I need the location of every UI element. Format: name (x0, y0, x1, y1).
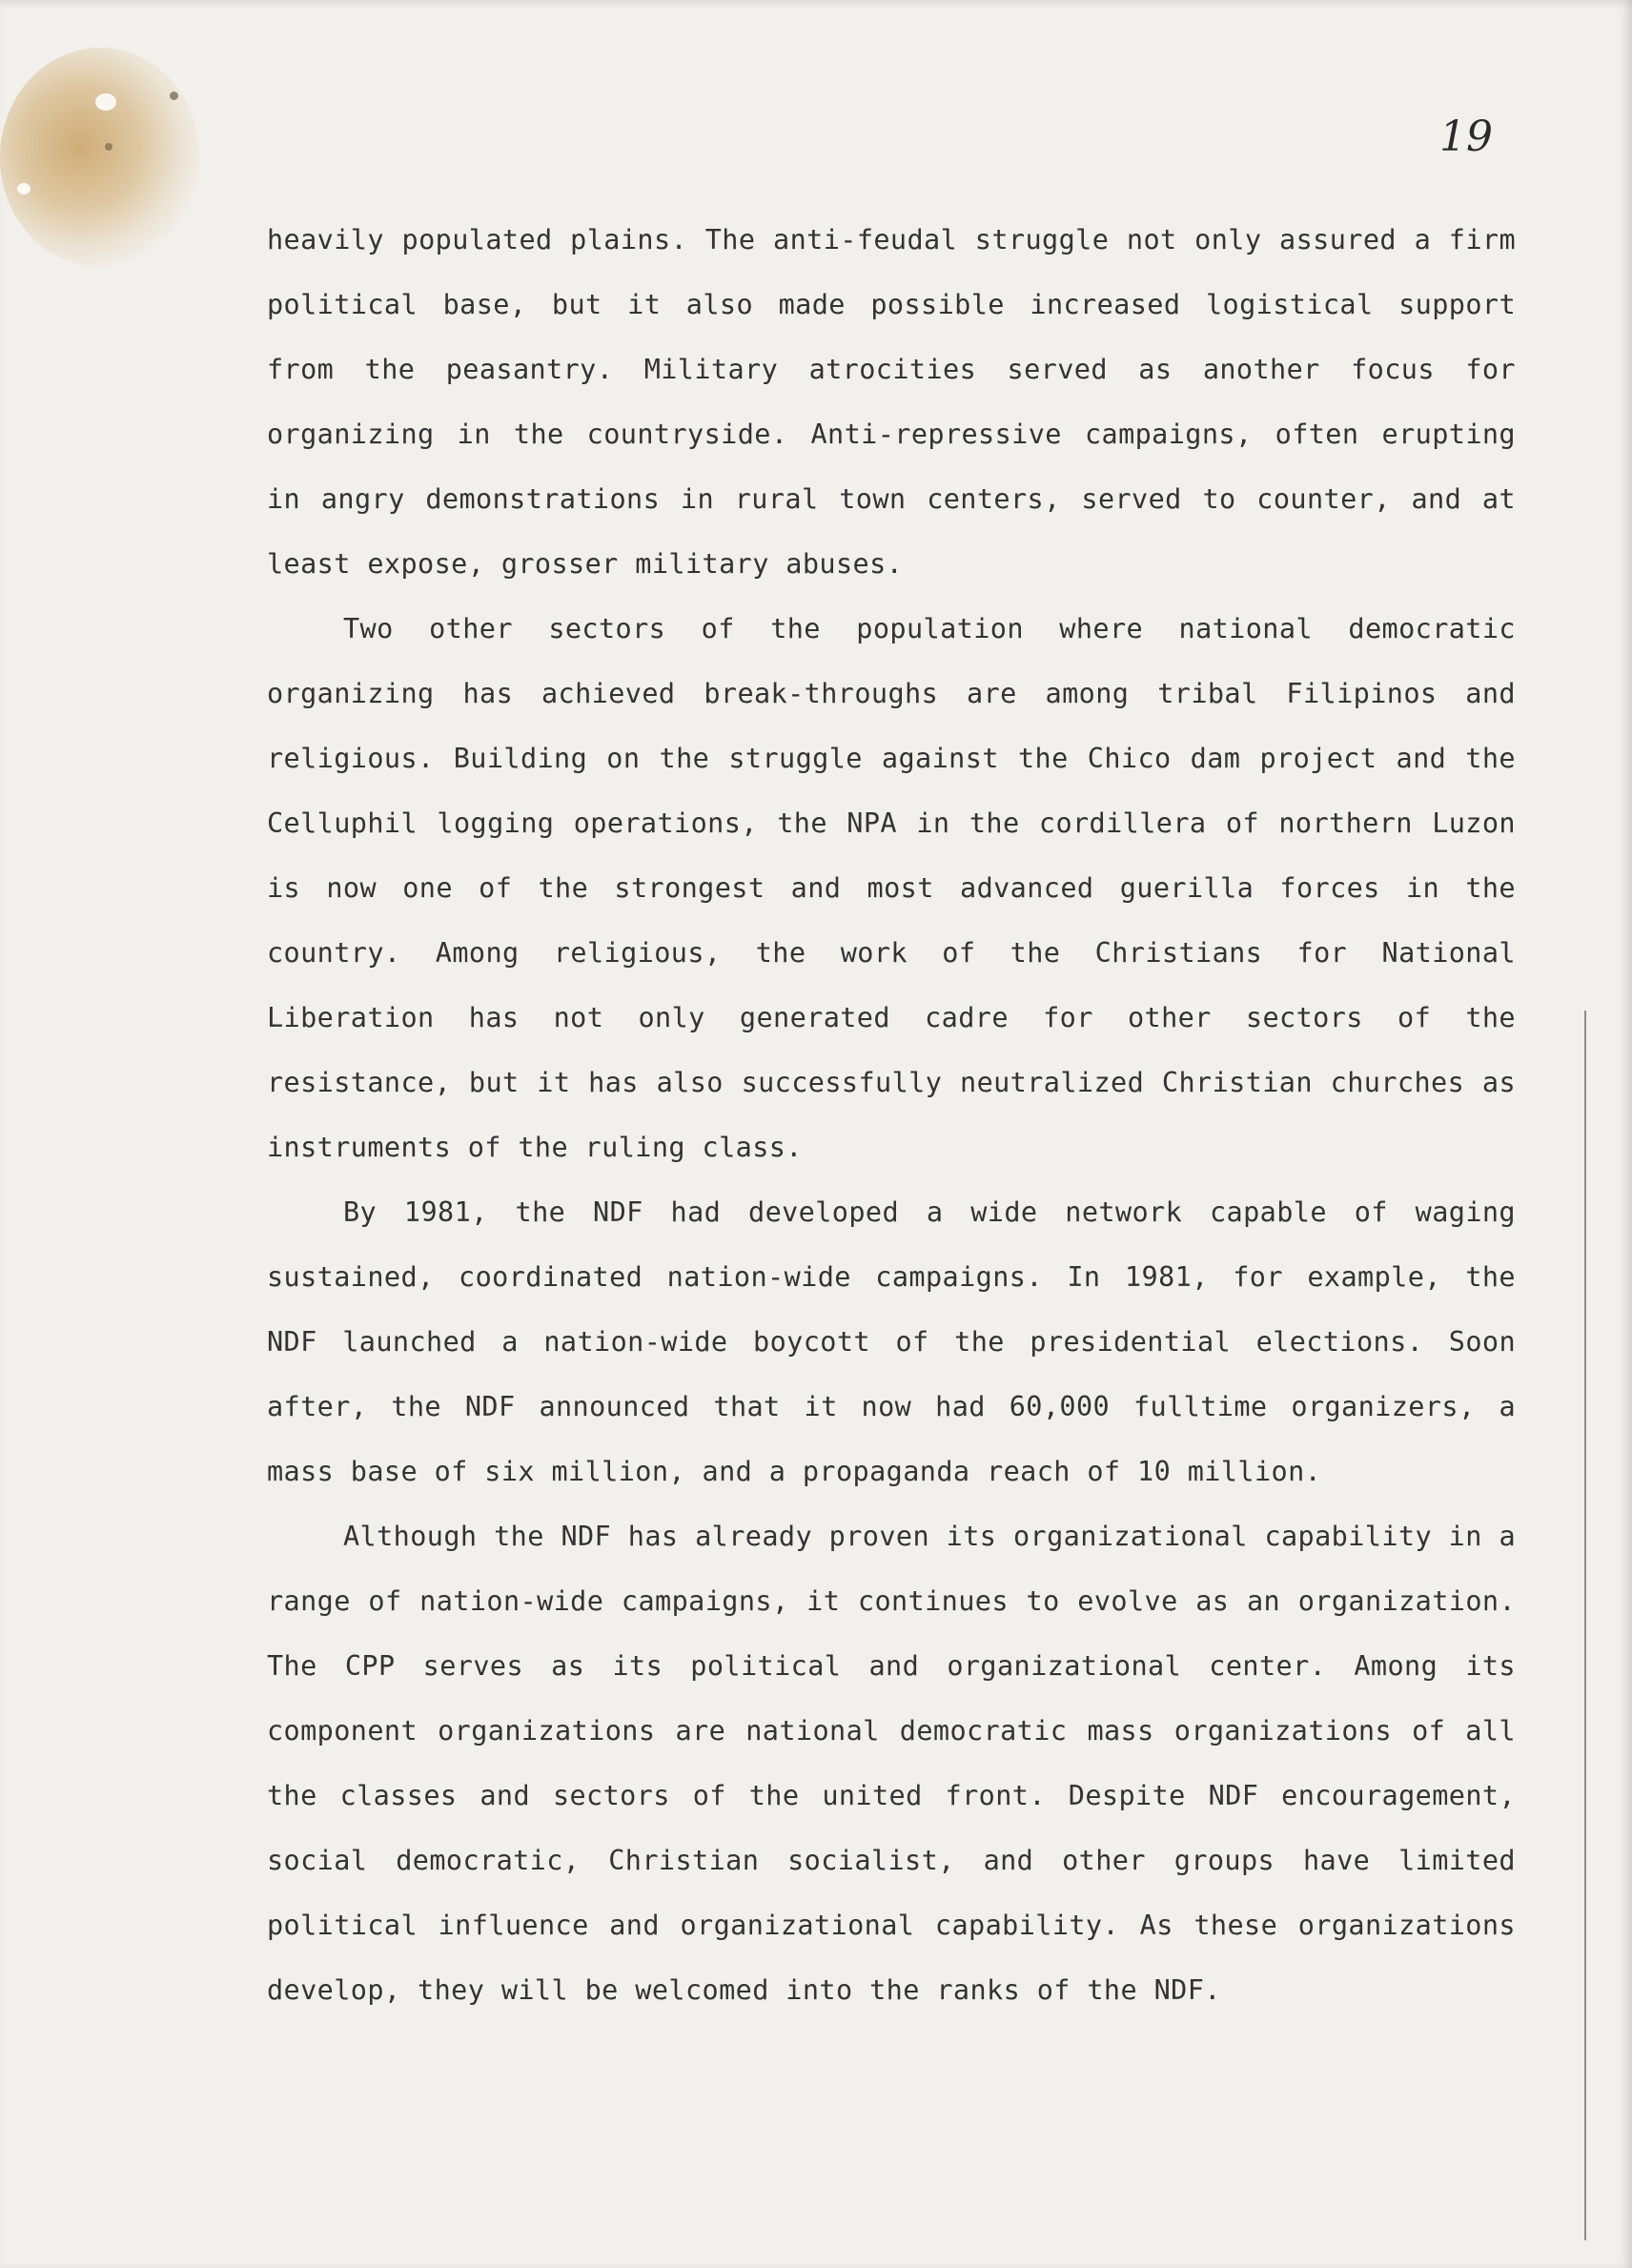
paragraph-3: By 1981, the NDF had developed a wide network capable of waging sustained, coordinated nation-wide campaigns. In 1981, for example, the NDF launched a nation-wide boycott of the presidential elections. Soon after, the NDF announced that it now had 60,000 fulltime organizers, a mass base of six million, and a propaganda reach of 10 million. (267, 1196, 1516, 1487)
stain-hole (17, 183, 31, 194)
stain-hole (170, 92, 178, 100)
paragraph-1: heavily populated plains. The anti-feudal struggle not only assured a firm political base, but it also made possible increased logistical support from the peasantry. Military atrocities served as another focus for organizing in the countryside. Anti-repressive campaigns, often erupting in angry demonstrations in rural town centers, served to counter, and at least expose, grosser military abuses. (267, 224, 1516, 580)
page-number: 19 (1439, 112, 1493, 161)
stain-hole (105, 143, 112, 151)
paragraph-4: Although the NDF has already proven its organizational capability in a range of nation-wide campaigns, it continues to evolve as an organization. The CPP serves as its political and organizational center. Among its component organizations are national democratic mass organizations of all the classes and sectors of the united front. Despite NDF encouragement, social democratic, Christian socialist, and other groups have limited political influence and organizational capability. As these organizations develop, they will be welcomed into the ranks of the NDF. (267, 1521, 1516, 2006)
body-text (267, 208, 1516, 2023)
page-edge-line (1584, 1011, 1586, 2240)
water-stain (0, 48, 200, 267)
stain-hole (95, 93, 116, 111)
paragraph-2: Two other sectors of the population where national democratic organizing has achieved break-throughs are among tribal Filipinos and religious. Building on the struggle against the Chico dam project and the Celluphil logging operations, the NPA in the cordillera of northern Luzon is now one of the strongest and most advanced guerilla forces in the country. Among religious, the work of the Christians for National Liberation has not only generated cadre for other sectors of the resistance, but it has also successfully neutralized Christian churches as instruments of the ruling class. (267, 613, 1516, 1163)
